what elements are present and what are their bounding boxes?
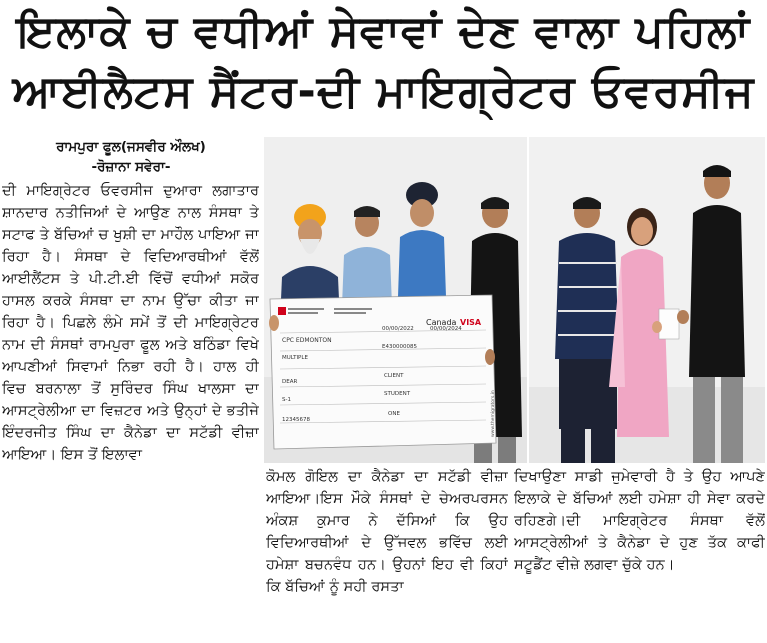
article-text-3: ਦਿਖਾਉਣਾ ਸਾਡੀ ਜੁਮੇਵਾਰੀ ਹੈ ਤੇ ਉਹ ਆਪਣੇ ਇਲਾਕੇ ਦੇ ਬੱਚਿਆਂ ਲਈ ਹਮੇਸ਼ਾ ਹੀ ਸੇਵਾ ਕਰਦੇ ਰਹਿਣਗੇ।ਦੀ ਮਾਇਗ੍ਰੇਟਰ ਸੰਸਥਾ ਵੱਲੋਂ ਆਸਟ੍ਰੇਲੀਆਂ ਤੇ ਕੈਨੇਡਾ ਦੇ ਹੁਣ ਤੱਕ ਕਾਫੀ ਸਟੂਡੈਂਟ ਵੀਜ਼ੇ ਲਗਵਾ ਚੁੱਕੇ ਹਨ। bbox=[514, 468, 765, 573]
cheque-date-from: 00/00/2022 bbox=[382, 326, 414, 332]
article-column-2 bbox=[266, 466, 508, 642]
cheque-code: 12345678 bbox=[282, 417, 310, 423]
cheque-client: CLIENT bbox=[384, 373, 404, 379]
visa-document bbox=[659, 309, 679, 339]
cheque-date-to: 00/00/2024 bbox=[430, 326, 462, 332]
headline-line-1: ਇਲਾਕੇ ਚ ਵਧੀਆਂ ਸੇਵਾਵਾਂ ਦੇਣ ਵਾਲਾ ਪਹਿਲਾਂ bbox=[16, 6, 751, 57]
byline-place: ਰਾਮਪੁਰਾ ਫੂਲ(ਜਸਵੀਰ ਔਲਖ) bbox=[56, 139, 206, 155]
cheque-student: STUDENT bbox=[384, 391, 411, 397]
byline-paper: -ਰੋਜ਼ਾਨਾ ਸਵੇਰਾ- bbox=[91, 159, 171, 175]
article-column-3 bbox=[514, 466, 765, 642]
cheque-category: S-1 bbox=[282, 397, 291, 403]
cheque-visa: VISA bbox=[460, 318, 482, 327]
cheque-brand: Canada bbox=[426, 318, 457, 327]
cheque-one: ONE bbox=[388, 411, 400, 417]
article-text-2: ਕੋਮਲ ਗੋਇਲ ਦਾ ਕੈਨੇਡਾ ਦਾ ਸਟੱਡੀ ਵੀਜ਼ਾ ਆਇਆ।ਇਸ ਮੌਕੇ ਸੰਸਥਾਂ ਦੇ ਚੇਅਰਪਰਸਨ ਅੰਕਸ਼ ਕੁਮਾਰ ਨੇ ਦੱਸਿਆਂ ਕਿ ਉਹ ਵਿਦਿਆਰਥੀਆਂ ਦੇ ਉੱਜਵਲ ਭਵਿੱਚ ਲਈ ਹਮੇਸ਼ਾ ਬਚਨਵੰਧ ਹਨ। ਉਹਨਾਂ ਇਹ ਵੀ ਕਿਹਾਂ ਕਿ ਬੱਚਿਆਂ ਨੂੰ ਸਹੀ ਰਸਤਾ bbox=[266, 468, 508, 595]
photo-visa-cheque-group bbox=[264, 137, 527, 463]
cheque-office: CPC EDMONTON bbox=[282, 337, 332, 344]
visa-cheque bbox=[270, 295, 496, 449]
photo-visa-handover bbox=[529, 137, 765, 463]
cheque-number: E430000085 bbox=[382, 344, 417, 350]
cheque-site: www.themigrators.in bbox=[491, 390, 496, 437]
cheque-salutation: DEAR bbox=[282, 379, 298, 385]
headline-line-2: ਆਈਲੈਟਸ ਸੈਂਟਰ-ਦੀ ਮਾਇਗ੍ਰੇਟਰ ਓਵਰਸੀਜ bbox=[12, 66, 755, 117]
cheque-entry: MULTIPLE bbox=[282, 355, 308, 361]
article-column-1 bbox=[2, 180, 259, 642]
article-text-1: ਦੀ ਮਾਇਗ੍ਰੇਟਰ ਓਵਰਸੀਜ ਦੁਆਰਾ ਲਗਾਤਾਰ ਸ਼ਾਨਦਾਰ ਨਤੀਜਿਆਂ ਦੇ ਆਉਣ ਨਾਲ ਸੰਸਥਾ ਤੇ ਸਟਾਫ ਤੇ ਬੱਚਿਆਂ ਚ ਖੁਸ਼ੀ ਦਾ ਮਾਹੌਲ ਪਾਇਆ ਜਾ ਰਿਹਾ ਹੈ। ਸੰਸਥਾ ਦੇ ਵਿਦਿਆਰਥੀਆਂ ਵੱਲੋਂ ਆਈਲੈਂਟਸ ਤੇ ਪੀ.ਟੀ.ਈ ਵਿੱਚੋਂ ਵਧੀਆਂ ਸਕੋਰ ਹਾਸਲ ਕਰਕੇ ਸੰਸਥਾ ਦਾ ਨਾਮ ਉੱਚਾ ਕੀਤਾ ਜਾ ਰਿਹਾ ਹੈ। ਪਿਛਲੇ ਲੰਮੇ ਸਮੇਂ ਤੋਂ ਦੀ ਮਾਇਗ੍ਰੇਟਰ ਨਾਮ ਦੀ ਸੰਸਥਾਂ ਰਾਮਪੁਰਾ ਫੂਲ ਅਤੇ ਬਠਿੰਡਾ ਵਿਖੇ ਆਪਣੀਆਂ ਸਿਵਾਮਾਂ ਨਿਭਾ ਰਹੀ ਹੈ। ਹਾਲ ਹੀ ਵਿਚ ਬਰਨਾਲਾ ਤੋਂ ਸੁਰਿੰਦਰ ਸਿੰਘ ਖਾਲਸਾ ਦਾ ਆਸਟ੍ਰੇਲੀਆ ਦਾ ਵਿਜ਼ਟਰ ਅਤੇ ਉਨ੍ਹਾਂ ਦੇ ਭਤੀਜੇ ਇੰਦਰਜੀਤ ਸਿੰਘ ਦਾ ਕੈਨੇਡਾ ਦਾ ਸਟੱਡੀ ਵੀਜ਼ਾ ਆਇਆ। ਇਸ ਤੋਂ ਇਲਾਵਾ bbox=[2, 182, 259, 463]
